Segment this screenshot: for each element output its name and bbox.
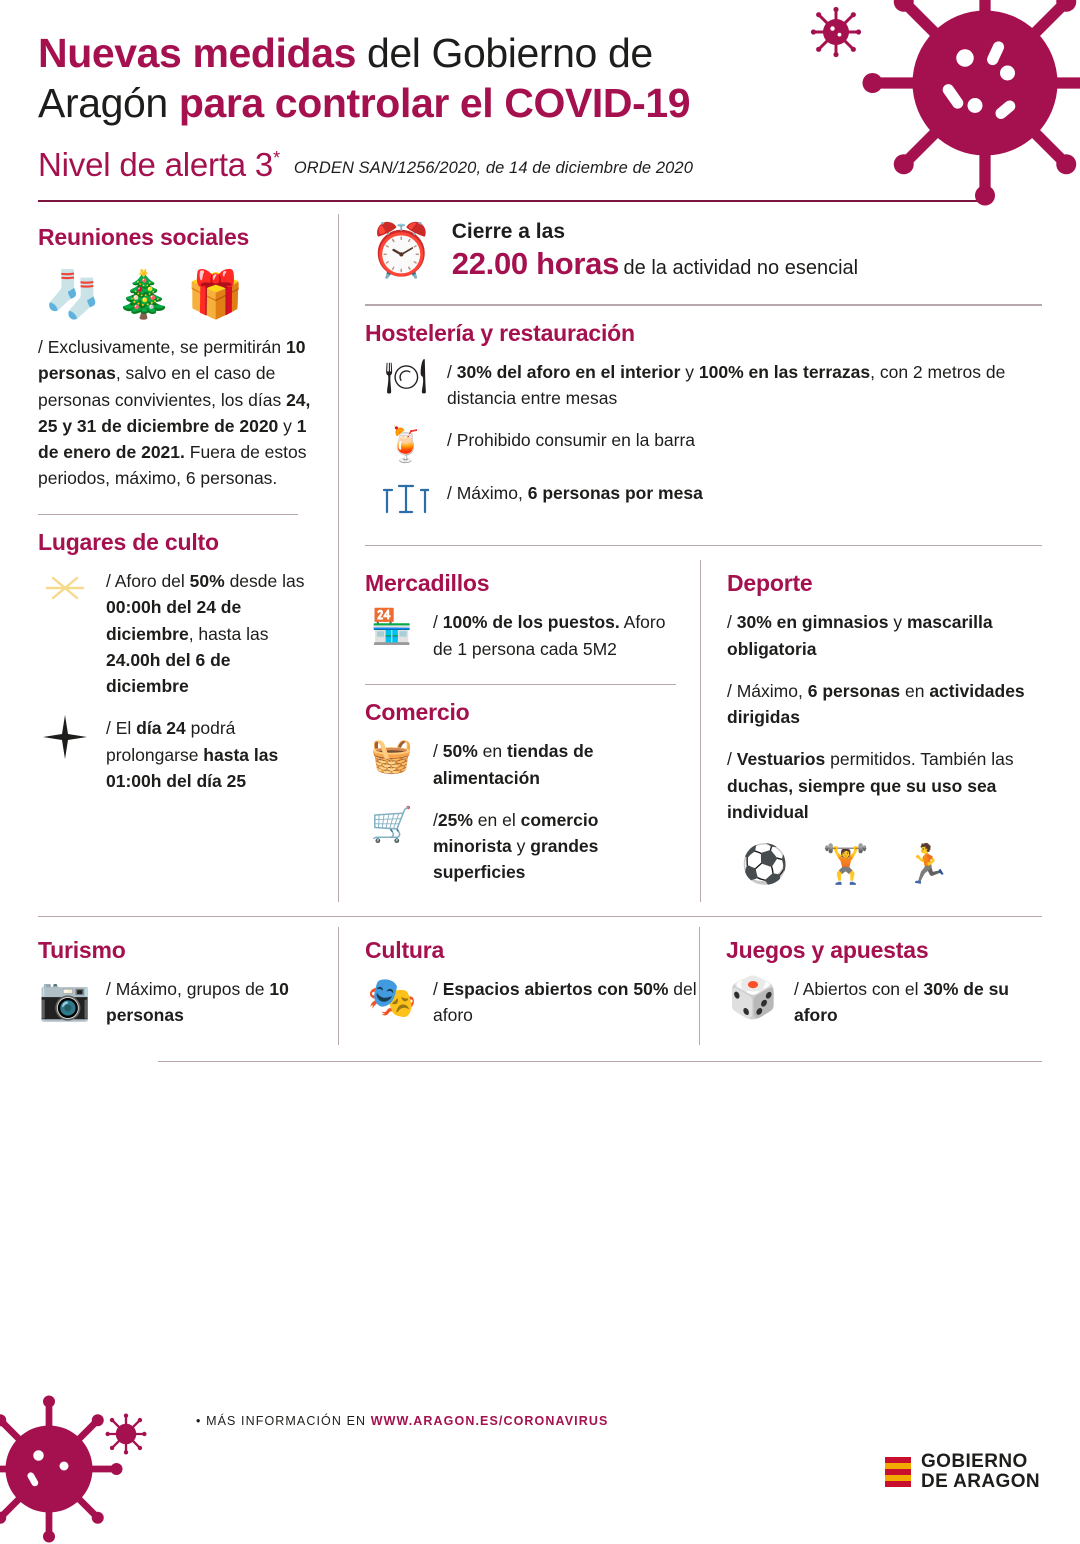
- footer-divider: [158, 1061, 1042, 1063]
- left-column: [38, 214, 338, 902]
- alert-level-asterisk: *: [273, 148, 280, 169]
- section-title-turismo: Turismo: [38, 937, 126, 964]
- middle-column: [365, 560, 700, 901]
- bottom-rule-wrap: [0, 916, 1080, 918]
- closing-rest: de la actividad no esencial: [623, 257, 859, 280]
- christmas-tree-icon: 🎄: [115, 268, 173, 321]
- closing-hours: 22.00 horas: [451, 246, 620, 282]
- bottom-divider: [38, 916, 1042, 918]
- aragon-flag-icon: [885, 1457, 911, 1487]
- mercadillos-item-1: [365, 609, 676, 662]
- weight-lifter-icon: 🏋: [822, 844, 870, 887]
- turismo-column: [38, 927, 338, 1045]
- coronavirus-icon: [860, 0, 1080, 208]
- title-part-3: Aragón: [38, 80, 179, 127]
- footer-bullet: •: [196, 1414, 202, 1428]
- comercio-item-1: [365, 738, 676, 791]
- serving-dish-icon: 🍽: [384, 357, 428, 396]
- juegos-column: [699, 927, 1042, 1045]
- reuniones-icons: [38, 263, 316, 334]
- deporte-item-3-text: / Vestuarios permitidos. También las duchas, siempre que su uso sea individual: [727, 749, 1014, 822]
- footer-info-prefix: MÁS INFORMACIÓN EN: [206, 1414, 371, 1428]
- closing-time-text: [452, 220, 858, 282]
- culto-item-1-text: / Aforo del 50% desde las 00:00h del 24 de diciembre, hasta las 24.00h del 6 de diciembre: [106, 571, 305, 697]
- right-column: [338, 214, 1042, 902]
- shopping-cart-icon: 🛒: [370, 805, 414, 844]
- header: [0, 0, 1080, 184]
- hosteleria-items: [365, 359, 1042, 523]
- culto-item-1: [38, 568, 316, 699]
- main-content: [0, 202, 1080, 902]
- culto-item-2: [38, 715, 316, 794]
- turismo-item: [38, 976, 316, 1029]
- section-title-reuniones: Reuniones sociales: [38, 224, 250, 251]
- comercio-item-1-text: / 50% en tiendas de alimentación: [433, 741, 594, 788]
- hosteleria-item-2-text: / Prohibido consumir en la barra: [447, 430, 696, 451]
- bottom-columns: [0, 927, 1080, 1045]
- christmas-stocking-icon: 🧦: [44, 268, 102, 321]
- section-title-hosteleria: Hostelería y restauración: [365, 319, 635, 346]
- left-divider-1: [38, 514, 298, 516]
- cultura-column: [338, 927, 699, 1045]
- dice-icon: 🎲: [728, 976, 778, 1021]
- juegos-text: / Abiertos con el 30% de su aforo: [794, 979, 1009, 1026]
- alert-level: [38, 146, 280, 184]
- soccer-ball-icon: ⚽: [741, 844, 789, 887]
- deporte-column: [700, 560, 1042, 901]
- cultura-text: / Espacios abiertos con 50% del aforo: [433, 979, 697, 1026]
- right-divider-1: [365, 304, 1042, 306]
- title-part-1: Nuevas medidas: [38, 30, 356, 76]
- theatre-masks-icon: 🎭: [367, 976, 417, 1021]
- section-title-mercadillos: Mercadillos: [365, 570, 490, 597]
- culto-item-2-text: / El día 24 podrá prolongarse hasta las 01:00h del día 25: [106, 718, 279, 791]
- turismo-text: / Máximo, grupos de 10 personas: [106, 979, 289, 1026]
- alarm-clock-icon: ⏰: [369, 222, 434, 281]
- hosteleria-item-3-text: / Máximo, 6 personas por mesa: [447, 483, 703, 504]
- comercio-item-2-text: /25% en el comercio minorista y grandes superficies: [433, 809, 599, 883]
- middle-divider-1: [365, 684, 676, 686]
- section-title-cultura: Cultura: [365, 937, 445, 964]
- gov-line-2: DE ARAGON: [920, 1470, 1040, 1492]
- gov-line-1: GOBIERNO: [920, 1451, 1028, 1472]
- order-reference: ORDEN SAN/1256/2020, de 14 de diciembre de 2020: [293, 159, 693, 178]
- right-divider-2: [365, 545, 1042, 547]
- grocery-basket-icon: 🧺: [370, 737, 414, 776]
- deporte-item-2-text: / Máximo, 6 personas en actividades dirigidas: [727, 680, 1025, 728]
- comercio-item-2: [365, 807, 676, 886]
- page-title: [38, 28, 848, 128]
- hosteleria-item-2: [379, 427, 1042, 464]
- sun-rays-icon: [38, 568, 92, 616]
- footer: [0, 1388, 1080, 1528]
- alert-level-text: Nivel de alerta 3: [38, 146, 274, 184]
- cultura-item: [365, 976, 699, 1029]
- coronavirus-small-icon: [810, 6, 862, 58]
- market-stall-icon: 🏪: [370, 608, 414, 647]
- christmas-bauble-icon: 🎁: [186, 268, 244, 321]
- closing-line1: Cierre a las: [451, 220, 565, 244]
- footer-url[interactable]: WWW.ARAGON.ES/CORONAVIRUS: [370, 1414, 609, 1428]
- cocktail-icon: 🍹: [384, 426, 428, 465]
- table-chairs-icon: [379, 480, 433, 522]
- deporte-icons: [727, 843, 1042, 887]
- star-icon: [38, 715, 92, 767]
- hosteleria-item-1: [379, 359, 1042, 412]
- government-logo: [885, 1452, 1040, 1492]
- coronavirus-bottom-small-icon: [104, 1412, 148, 1456]
- mercadillos-item-1-text: / 100% de los puestos. Aforo de 1 persona cada 5M2: [433, 612, 666, 659]
- footer-info: [196, 1414, 608, 1428]
- section-title-culto: Lugares de culto: [38, 529, 219, 556]
- reuniones-text: / Exclusivamente, se permitirán 10 personas, salvo en el caso de personas convivientes, los días 24, 25 y 31 de diciembre de 2020 y 1 de enero de 2021. Fuera de estos periodos, máximo, 6 personas.: [38, 337, 311, 489]
- section-title-juegos: Juegos y apuestas: [726, 937, 929, 964]
- section-title-comercio: Comercio: [365, 699, 470, 726]
- government-logo-text: [921, 1452, 1040, 1492]
- deporte-item-1-text: / 30% en gimnasios y mascarilla obligatoria: [727, 612, 993, 659]
- closing-time-block: [369, 220, 1042, 282]
- triple-zone: [365, 560, 1042, 901]
- runner-icon: 🏃: [903, 844, 951, 887]
- hosteleria-item-1-text: / 30% del aforo en el interior y 100% en las terrazas, con 2 metros de distancia entre mesas: [447, 361, 1006, 408]
- hosteleria-item-3: [379, 480, 1042, 522]
- title-part-4: para controlar el COVID-19: [178, 80, 691, 127]
- section-title-deporte: Deporte: [727, 570, 813, 597]
- title-part-2: del Gobierno de: [356, 30, 653, 76]
- juegos-item: [726, 976, 1042, 1029]
- camera-icon: 📷: [38, 975, 92, 1023]
